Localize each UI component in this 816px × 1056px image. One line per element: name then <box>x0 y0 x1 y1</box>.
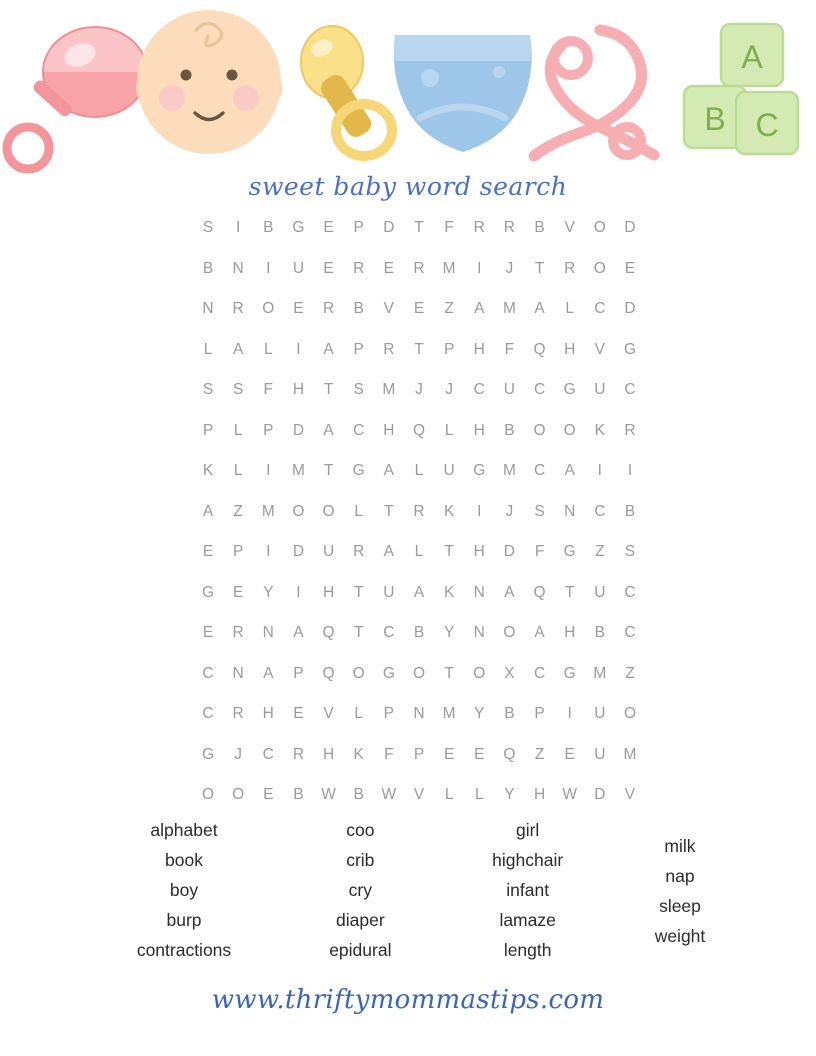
grid-cell: G <box>201 583 215 601</box>
grid-cell: Q <box>322 664 335 682</box>
grid-cell: P <box>383 705 395 723</box>
grid-row <box>195 613 643 654</box>
grid-cell: D <box>624 219 636 237</box>
grid-cell: A <box>293 624 304 642</box>
grid-cell: E <box>564 745 575 763</box>
grid-cell: W <box>321 786 336 804</box>
grid-cell: A <box>383 462 395 480</box>
grid-cell: C <box>383 624 395 642</box>
grid-cell: Q <box>503 745 516 763</box>
grid-cell: L <box>444 786 454 804</box>
grid-cell: V <box>624 786 636 804</box>
grid-cell: N <box>473 583 485 601</box>
grid-cell: B <box>534 219 545 237</box>
grid-cell: O <box>201 786 215 804</box>
grid-cell: R <box>564 259 576 277</box>
grid-cell: O <box>292 502 305 520</box>
grid-cell: L <box>233 421 243 439</box>
word-list-column <box>453 815 603 965</box>
grid-cell: A <box>564 462 575 480</box>
grid-cell: L <box>354 705 364 723</box>
grid-cell: U <box>594 705 606 723</box>
grid-cell: U <box>383 583 395 601</box>
grid-cell: C <box>473 381 485 399</box>
word-list-item: lamaze <box>499 910 556 930</box>
grid-cell: B <box>202 259 214 277</box>
grid-cell: E <box>293 300 304 318</box>
grid-cell: P <box>353 219 364 237</box>
grid-row <box>195 654 643 695</box>
grid-cell: L <box>233 462 243 480</box>
grid-cell: C <box>624 381 636 399</box>
grid-cell: S <box>202 381 214 399</box>
word-list <box>100 815 740 965</box>
grid-cell: B <box>504 421 515 439</box>
grid-row <box>195 411 643 452</box>
grid-cell: R <box>232 624 244 642</box>
grid-cell: E <box>263 786 274 804</box>
grid-cell: Y <box>504 786 515 804</box>
grid-cell: Z <box>534 745 545 763</box>
word-list-item: weight <box>654 926 706 946</box>
grid-cell: E <box>202 543 214 561</box>
grid-cell: M <box>442 705 456 723</box>
grid-cell: U <box>594 583 606 601</box>
grid-cell: M <box>442 259 456 277</box>
grid-cell: N <box>202 300 214 318</box>
grid-cell: B <box>504 705 515 723</box>
grid-row <box>195 330 643 371</box>
grid-cell: C <box>533 664 546 682</box>
grid-cell: D <box>292 421 305 439</box>
grid-cell: N <box>262 624 274 642</box>
grid-row <box>195 289 643 330</box>
grid-cell: K <box>594 421 605 439</box>
word-list-item: highchair <box>492 850 564 870</box>
grid-cell: U <box>594 381 606 399</box>
grid-cell: E <box>474 745 485 763</box>
grid-row <box>195 249 643 290</box>
grid-cell: G <box>292 219 305 237</box>
svg-text:B: B <box>704 101 726 137</box>
grid-cell: C <box>624 624 636 642</box>
grid-cell: W <box>562 786 577 804</box>
grid-cell: S <box>202 219 214 237</box>
grid-cell: H <box>533 786 546 804</box>
word-list-column <box>100 815 268 965</box>
grid-cell: R <box>383 340 395 358</box>
grid-cell: A <box>534 624 545 642</box>
grid-cell: U <box>503 381 515 399</box>
grid-cell: L <box>474 786 484 804</box>
word-list-item: sleep <box>659 896 701 916</box>
grid-cell: R <box>624 421 636 439</box>
grid-cell: D <box>383 219 395 237</box>
grid-cell: L <box>354 502 364 520</box>
grid-cell: C <box>533 381 546 399</box>
grid-cell: C <box>202 705 214 723</box>
abc-blocks-icon <box>684 24 798 154</box>
grid-row <box>195 370 643 411</box>
grid-cell: T <box>353 624 364 642</box>
grid-cell: I <box>627 462 633 480</box>
grid-cell: R <box>473 219 485 237</box>
svg-text:C: C <box>755 107 779 143</box>
grid-cell: C <box>624 583 636 601</box>
grid-cell: I <box>477 259 482 277</box>
grid-cell: C <box>533 462 546 480</box>
grid-cell: A <box>323 421 334 439</box>
page-title: sweet baby word search <box>248 172 568 201</box>
grid-cell: E <box>323 259 334 277</box>
grid-cell: H <box>473 421 485 439</box>
grid-cell: C <box>202 664 214 682</box>
grid-cell: O <box>412 664 426 682</box>
grid-cell: N <box>232 664 244 682</box>
safety-pin-icon <box>534 30 654 156</box>
grid-cell: M <box>623 745 637 763</box>
grid-row <box>195 208 643 249</box>
grid-cell: M <box>261 502 275 520</box>
grid-cell: I <box>477 502 482 520</box>
grid-cell: Q <box>322 624 335 642</box>
grid-cell: V <box>323 705 334 723</box>
grid-cell: T <box>353 583 364 601</box>
grid-cell: O <box>623 705 636 723</box>
word-list-item: burp <box>166 910 202 930</box>
grid-cell: J <box>505 502 514 520</box>
grid-cell: T <box>564 583 575 601</box>
grid-cell: O <box>322 502 335 520</box>
grid-cell: Y <box>263 583 274 601</box>
grid-cell: Q <box>533 583 546 601</box>
grid-cell: B <box>594 624 605 642</box>
grid-cell: O <box>473 664 486 682</box>
grid-cell: P <box>202 421 214 439</box>
grid-cell: R <box>503 219 515 237</box>
grid-cell: I <box>235 219 241 237</box>
grid-cell: O <box>533 421 546 439</box>
grid-cell: P <box>232 543 244 561</box>
grid-cell: J <box>415 381 423 399</box>
grid-cell: K <box>353 745 364 763</box>
grid-cell: M <box>502 462 516 480</box>
grid-cell: E <box>624 259 636 277</box>
grid-cell: B <box>353 300 364 318</box>
grid-cell: K <box>443 583 455 601</box>
grid-cell: H <box>322 583 335 601</box>
grid-cell: I <box>266 259 271 277</box>
grid-cell: D <box>624 300 636 318</box>
grid-cell: S <box>353 381 364 399</box>
grid-cell: G <box>473 462 486 480</box>
grid-cell: I <box>266 462 271 480</box>
grid-cell: M <box>291 462 305 480</box>
word-list-item: boy <box>169 880 199 900</box>
grid-cell: S <box>624 543 636 561</box>
grid-cell: I <box>296 583 301 601</box>
grid-cell: H <box>292 381 305 399</box>
grid-cell: O <box>593 259 606 277</box>
grid-cell: Z <box>625 664 635 682</box>
grid-cell: G <box>201 745 215 763</box>
grid-cell: N <box>413 705 425 723</box>
grid-cell: A <box>232 340 244 358</box>
grid-cell: R <box>232 300 244 318</box>
word-list-column <box>620 815 740 965</box>
grid-cell: R <box>292 745 305 763</box>
grid-cell: T <box>384 502 394 520</box>
grid-row <box>195 451 643 492</box>
grid-cell: O <box>503 624 516 642</box>
grid-cell: G <box>563 381 576 399</box>
grid-cell: L <box>414 543 424 561</box>
grid-cell: J <box>445 381 453 399</box>
footer-url: www.thriftymommastips.com <box>211 985 605 1015</box>
grid-cell: A <box>383 543 395 561</box>
grid-cell: T <box>444 543 454 561</box>
grid-cell: E <box>383 259 395 277</box>
grid-cell: M <box>502 300 516 318</box>
grid-row <box>195 775 643 816</box>
grid-cell: Q <box>533 340 546 358</box>
grid-cell: T <box>414 219 424 237</box>
grid-cell: L <box>444 421 454 439</box>
grid-cell: R <box>353 259 365 277</box>
grid-cell: T <box>414 340 424 358</box>
word-list-item: length <box>503 940 552 960</box>
grid-cell: R <box>322 300 335 318</box>
word-list-item: milk <box>664 836 696 856</box>
grid-cell: C <box>594 300 606 318</box>
grid-cell: L <box>263 340 273 358</box>
grid-cell: Y <box>443 624 455 642</box>
grid-cell: E <box>232 583 244 601</box>
grid-cell: H <box>473 340 485 358</box>
word-list-item: infant <box>506 880 550 900</box>
word-list-item: girl <box>515 820 540 840</box>
diaper-icon <box>394 35 532 152</box>
grid-cell: P <box>293 664 304 682</box>
word-list-item: contractions <box>136 940 232 960</box>
grid-cell: P <box>353 340 364 358</box>
grid-cell: O <box>232 786 245 804</box>
grid-cell: Z <box>233 502 243 520</box>
grid-cell: A <box>474 300 485 318</box>
grid-cell: G <box>623 340 636 358</box>
grid-cell: G <box>563 664 576 682</box>
word-list-item: cry <box>348 880 372 900</box>
grid-cell: C <box>353 421 365 439</box>
grid-cell: H <box>383 421 395 439</box>
grid-cell: U <box>292 259 305 277</box>
header-decoration <box>0 0 816 180</box>
grid-cell: V <box>413 786 425 804</box>
grid-cell: L <box>565 300 574 318</box>
grid-row <box>195 532 643 573</box>
grid-row <box>195 694 643 735</box>
grid-cell: H <box>564 340 576 358</box>
grid-cell: T <box>444 664 454 682</box>
baby-face-icon <box>136 10 282 154</box>
grid-cell: B <box>624 502 636 520</box>
grid-cell: P <box>534 705 545 723</box>
grid-cell: B <box>353 786 364 804</box>
grid-cell: P <box>443 340 455 358</box>
grid-cell: P <box>413 745 425 763</box>
grid-cell: K <box>202 462 214 480</box>
grid-cell: T <box>323 462 334 480</box>
grid-cell: N <box>232 259 244 277</box>
grid-cell: N <box>564 502 576 520</box>
grid-cell: B <box>263 219 274 237</box>
grid-row <box>195 573 643 614</box>
grid-cell: F <box>384 745 394 763</box>
word-list-item: epidural <box>329 940 392 960</box>
grid-cell: S <box>534 502 545 520</box>
word-search-grid <box>195 208 643 816</box>
grid-cell: A <box>202 502 214 520</box>
grid-cell: H <box>262 705 274 723</box>
grid-cell: B <box>293 786 304 804</box>
grid-cell: S <box>232 381 244 399</box>
grid-cell: P <box>263 421 274 439</box>
grid-row <box>195 735 643 776</box>
grid-cell: F <box>263 381 274 399</box>
grid-cell: T <box>323 381 334 399</box>
grid-cell: F <box>504 340 515 358</box>
grid-cell: E <box>323 219 334 237</box>
grid-cell: D <box>503 543 515 561</box>
grid-cell: Y <box>474 705 485 723</box>
grid-cell: A <box>323 340 334 358</box>
grid-cell: Z <box>444 300 454 318</box>
grid-cell: A <box>534 300 545 318</box>
grid-cell: R <box>232 705 244 723</box>
grid-cell: V <box>383 300 395 318</box>
grid-cell: T <box>534 259 545 277</box>
grid-cell: O <box>593 219 606 237</box>
grid-cell: R <box>413 502 425 520</box>
grid-cell: B <box>413 624 425 642</box>
grid-cell: Z <box>595 543 605 561</box>
grid-cell: K <box>443 502 455 520</box>
grid-cell: V <box>564 219 575 237</box>
grid-cell: I <box>266 543 271 561</box>
grid-cell: C <box>262 745 274 763</box>
grid-cell: F <box>534 543 545 561</box>
grid-cell: G <box>563 543 576 561</box>
grid-cell: D <box>594 786 606 804</box>
grid-cell: A <box>263 664 274 682</box>
grid-cell: I <box>296 340 301 358</box>
grid-cell: I <box>597 462 602 480</box>
grid-cell: U <box>594 745 606 763</box>
grid-cell: G <box>382 664 395 682</box>
grid-cell: D <box>292 543 305 561</box>
grid-cell: G <box>352 462 365 480</box>
grid-cell: O <box>563 421 576 439</box>
grid-cell: Q <box>412 421 426 439</box>
grid-cell: L <box>414 462 424 480</box>
word-list-item: alphabet <box>150 820 218 840</box>
word-list-item: book <box>165 850 203 870</box>
grid-cell: R <box>353 543 365 561</box>
grid-cell: E <box>202 624 214 642</box>
word-list-item: diaper <box>336 910 385 930</box>
grid-cell: U <box>322 543 335 561</box>
grid-cell: J <box>234 745 243 763</box>
grid-cell: M <box>382 381 396 399</box>
grid-cell: R <box>413 259 425 277</box>
grid-cell: E <box>443 745 455 763</box>
grid-cell: E <box>413 300 425 318</box>
pacifier-icon <box>301 26 392 156</box>
grid-cell: J <box>505 259 514 277</box>
word-list-item: coo <box>346 820 375 840</box>
grid-cell: A <box>413 583 425 601</box>
grid-cell: M <box>593 664 607 682</box>
grid-cell: H <box>564 624 576 642</box>
word-list-item: crib <box>346 850 375 870</box>
grid-cell: X <box>504 664 515 682</box>
svg-text:A: A <box>741 39 763 75</box>
grid-cell: W <box>381 786 397 804</box>
grid-row <box>195 492 643 533</box>
grid-cell: N <box>473 624 485 642</box>
word-list-item: nap <box>665 866 695 886</box>
grid-cell: I <box>567 705 572 723</box>
grid-cell: F <box>444 219 454 237</box>
grid-cell: O <box>352 664 365 682</box>
grid-cell: H <box>473 543 485 561</box>
grid-cell: V <box>594 340 605 358</box>
word-list-column <box>285 815 435 965</box>
grid-cell: E <box>293 705 304 723</box>
rattle-icon <box>7 27 147 169</box>
grid-cell: H <box>322 745 335 763</box>
grid-cell: O <box>262 300 275 318</box>
grid-cell: A <box>504 583 515 601</box>
grid-cell: U <box>443 462 455 480</box>
grid-cell: L <box>203 340 213 358</box>
grid-cell: C <box>594 502 606 520</box>
